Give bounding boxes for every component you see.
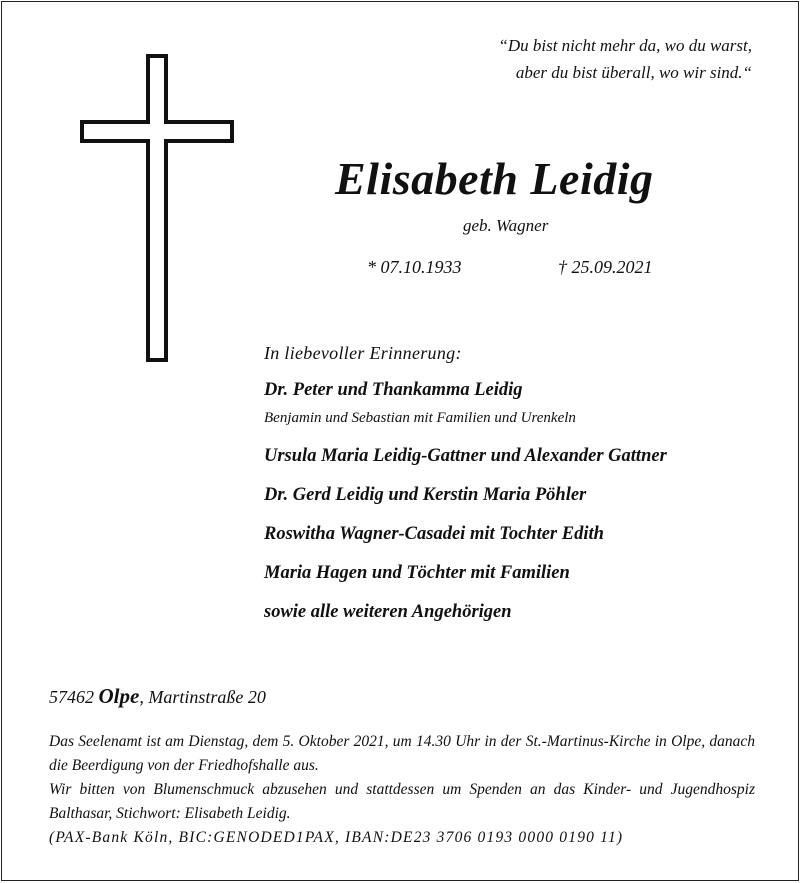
mourner-name: Ursula Maria Leidig-Gattner und Alexander Gattner	[264, 446, 667, 466]
death-date: † 25.09.2021	[558, 257, 653, 277]
notice-bank-details: (PAX-Bank Köln, BIC:GENODED1PAX, IBAN:DE23 3706 0193 0000 0190 11)	[49, 829, 624, 846]
address-street: , Martinstraße 20	[139, 687, 266, 707]
notice-service: Das Seelenamt ist am Dienstag, dem 5. Oktober 2021, um 14.30 Uhr in der St.-Martinus-Kirche in Olpe, danach die Beerdigung von der Friedhofshalle aus.	[49, 733, 755, 774]
notice-donation: Wir bitten von Blumenschmuck abzusehen und stattdessen um Spenden an das Kinder- und Jugendhospiz Balthasar, Stichwort: Elisabeth Leidig.	[49, 781, 755, 822]
mourner-name: Roswitha Wagner-Casadei mit Tochter Edith	[264, 524, 604, 544]
mourner-name: Dr. Peter und Thankamma Leidig	[264, 380, 523, 400]
quote	[498, 32, 752, 86]
birth-date: * 07.10.1933	[367, 257, 462, 277]
mourning-address	[49, 684, 266, 709]
deceased-name: Elisabeth Leidig	[335, 153, 654, 204]
mourner-name: Dr. Gerd Leidig und Kerstin Maria Pöhler	[264, 485, 587, 505]
quote-line-2: aber du bist überall, wo wir sind.“	[515, 63, 752, 82]
mourner-subline: Benjamin und Sebastian mit Familien und Urenkeln	[264, 410, 576, 426]
address-city: Olpe	[98, 684, 140, 708]
funeral-notice	[49, 730, 755, 850]
mourner-name: Maria Hagen und Töchter mit Familien	[264, 563, 570, 583]
memory-intro: In liebevoller Erinnerung:	[264, 343, 462, 363]
cross-icon	[80, 54, 235, 362]
obituary-notice	[1, 1, 799, 881]
address-zip: 57462	[49, 687, 94, 707]
quote-line-1: “Du bist nicht mehr da, wo du warst,	[498, 36, 752, 55]
maiden-name: geb. Wagner	[463, 216, 549, 235]
mourner-name: sowie alle weiteren Angehörigen	[264, 602, 512, 622]
